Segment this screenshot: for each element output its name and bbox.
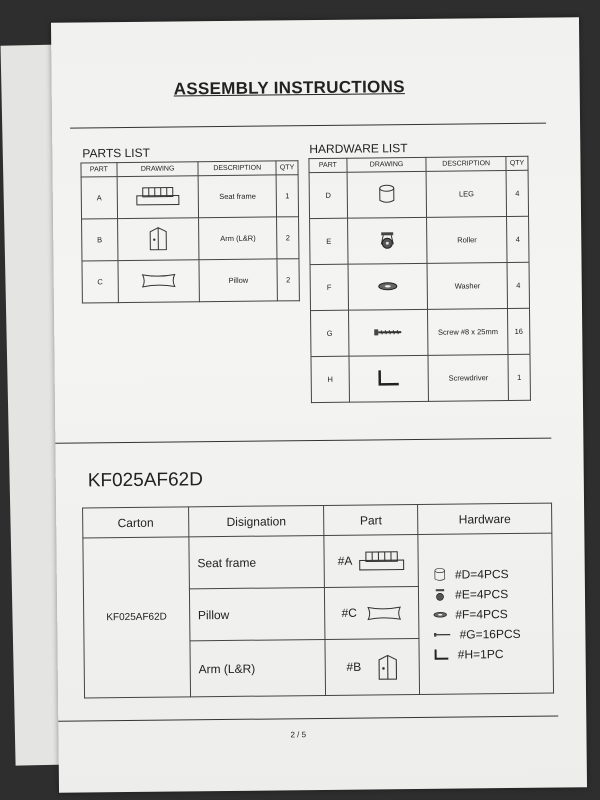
part-qty: 4	[507, 262, 529, 308]
arm-icon	[376, 653, 398, 681]
instruction-sheet	[51, 17, 587, 792]
hardware-item	[433, 603, 552, 624]
table-row	[311, 354, 530, 402]
column-header: DESCRIPTION	[426, 157, 506, 172]
part-letter: A	[81, 177, 117, 219]
part-description: Screw #8 x 25mm	[428, 309, 508, 356]
part-qty: 16	[508, 308, 530, 354]
part-qty: 4	[507, 216, 529, 262]
part-letter: G	[311, 310, 349, 356]
seat-frame-icon	[117, 176, 199, 219]
carton-header-row	[83, 503, 552, 538]
column-header: DRAWING	[347, 157, 427, 172]
leg-icon	[433, 567, 447, 581]
divider	[70, 123, 546, 129]
carton-code: KF025AF62D	[83, 537, 190, 698]
part-description: Arm (L&R)	[199, 217, 277, 260]
hardware-list-table	[308, 156, 531, 403]
part-qty: 4	[506, 170, 528, 216]
part-letter: D	[309, 172, 347, 218]
screwdriver-icon	[349, 355, 429, 402]
hardware-item	[433, 623, 552, 644]
table-row	[311, 308, 530, 356]
part-description: Screwdriver	[428, 355, 508, 402]
part-description: Roller	[427, 217, 507, 264]
seat-frame-icon	[359, 550, 405, 572]
table-row	[310, 262, 529, 310]
part-reference	[325, 586, 419, 639]
part-code: #A	[337, 553, 352, 568]
part-description: Seat frame	[198, 175, 276, 218]
pillow-icon	[118, 260, 200, 303]
screwdriver-icon	[434, 647, 450, 661]
arm-icon	[117, 218, 199, 261]
part-letter: C	[82, 261, 118, 303]
designation: Seat frame	[189, 535, 325, 588]
column-header: Disignation	[188, 505, 324, 536]
column-header: DRAWING	[117, 162, 199, 177]
hardware-item	[433, 583, 552, 604]
washer-icon	[348, 263, 428, 310]
part-reference	[325, 638, 419, 695]
column-header: PART	[81, 163, 117, 177]
part-letter: E	[310, 218, 348, 264]
part-qty: 2	[277, 259, 299, 301]
part-letter: B	[82, 219, 118, 261]
hardware-count: #F=4PCS	[455, 606, 508, 622]
part-description: Pillow	[199, 259, 277, 302]
part-description: LEG	[426, 171, 506, 218]
part-letter: F	[310, 264, 348, 310]
part-code: #B	[346, 659, 362, 674]
model-number: KF025AF62D	[87, 469, 204, 492]
table-row	[83, 533, 553, 590]
leg-icon	[347, 171, 427, 218]
designation: Pillow	[189, 587, 325, 640]
part-qty: 2	[277, 217, 299, 259]
table-row	[82, 259, 299, 303]
document-title: ASSEMBLY INSTRUCTIONS	[173, 77, 405, 99]
column-header: Part	[324, 504, 418, 535]
part-reference	[324, 534, 418, 587]
footer-divider	[58, 716, 558, 722]
part-letter: H	[311, 356, 349, 402]
roller-icon	[347, 217, 427, 264]
screw-icon	[434, 630, 452, 638]
part-code: #C	[341, 605, 357, 620]
roller-icon	[433, 587, 447, 601]
carton-table	[82, 503, 554, 699]
part-qty: 1	[508, 354, 530, 400]
screw-icon	[348, 309, 428, 356]
section-divider	[55, 438, 551, 444]
table-row	[81, 175, 298, 219]
washer-icon	[433, 609, 447, 619]
designation: Arm (L&R)	[190, 639, 326, 696]
table-row	[82, 217, 299, 261]
hardware-count: #H=1PC	[457, 646, 504, 662]
column-header: Carton	[83, 507, 189, 538]
hardware-count: #E=4PCS	[455, 586, 509, 602]
part-description: Washer	[427, 263, 507, 310]
table-row	[309, 170, 528, 218]
table-row	[310, 216, 529, 264]
hardware-count: #D=4PCS	[454, 566, 509, 582]
part-qty: 1	[276, 175, 298, 217]
hardware-summary	[418, 533, 554, 694]
column-header: Hardware	[418, 503, 552, 534]
hardware-list-title: HARDWARE LIST	[309, 141, 408, 157]
page-number: 2 / 5	[290, 730, 307, 740]
column-header: PART	[309, 158, 347, 172]
column-header: DESCRIPTION	[198, 161, 276, 176]
pillow-icon	[366, 604, 402, 622]
column-header: QTY	[506, 156, 528, 170]
parts-list-table	[80, 160, 299, 303]
hardware-item	[434, 643, 553, 664]
hardware-item	[433, 563, 552, 584]
parts-list-title: PARTS LIST	[82, 145, 151, 161]
column-header: QTY	[276, 161, 298, 175]
hardware-count: #G=16PCS	[459, 626, 521, 642]
